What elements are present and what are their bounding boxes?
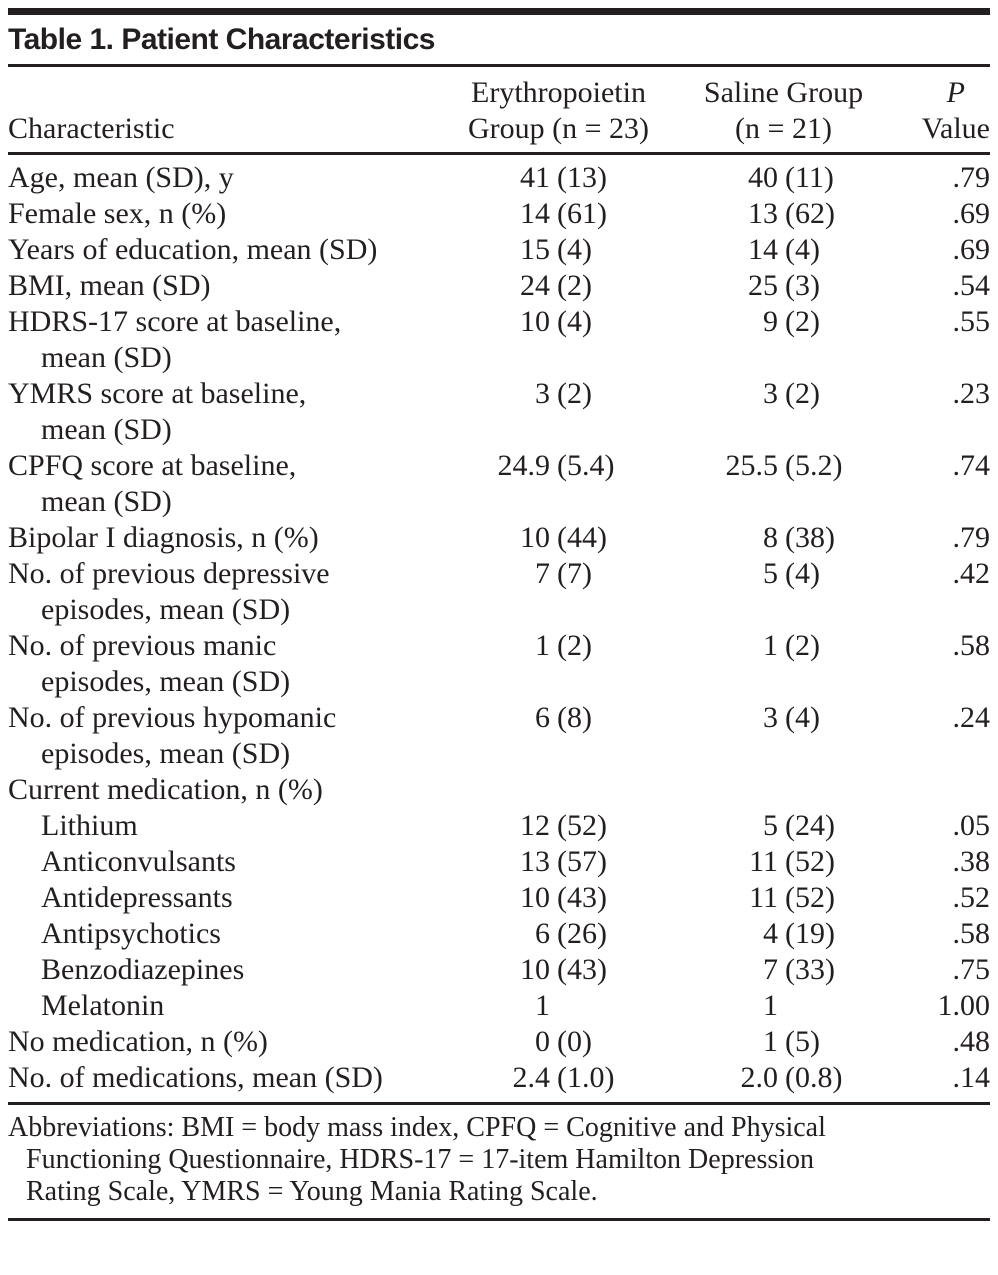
table-row: [8, 988, 990, 1024]
value-parenthetical: (2): [785, 629, 820, 662]
erythropoietin-header-line1: Erythropoietin: [471, 76, 646, 109]
value-parenthetical: (3): [785, 269, 820, 302]
value-parenthetical: (4): [785, 233, 820, 266]
value-number: 6: [535, 917, 550, 950]
characteristic-label: No medication, n (%): [8, 1025, 268, 1058]
table-row: [8, 880, 990, 916]
table-row: [8, 916, 990, 952]
p-value-cell: .14: [952, 1061, 990, 1094]
characteristic-label: Years of education, mean (SD): [8, 233, 378, 266]
erythropoietin-value-cell: [440, 304, 677, 340]
erythropoietin-value-cell: [440, 520, 677, 556]
value-number: 1: [763, 989, 778, 1022]
table-body: [8, 155, 990, 1105]
value-number: 5: [763, 809, 778, 842]
p-value-cell: .05: [952, 809, 990, 842]
p-value-cell: .24: [952, 701, 990, 734]
saline-value-cell: [677, 376, 890, 412]
saline-value-cell: [677, 808, 890, 844]
value-number: 9: [763, 305, 778, 338]
p-value-cell: .74: [952, 449, 990, 482]
saline-value-cell: [677, 160, 890, 196]
value-number: 13: [748, 197, 778, 230]
column-header-characteristic: Characteristic: [8, 112, 175, 145]
value-number: 0: [535, 1025, 550, 1058]
value-number: 25.5: [725, 449, 778, 482]
p-value-cell: .58: [952, 917, 990, 950]
abbreviations-footnote: [8, 1105, 990, 1221]
value-parenthetical: (2): [785, 377, 820, 410]
characteristic-cell: [8, 772, 440, 808]
characteristic-label: Bipolar I diagnosis, n (%): [8, 521, 319, 554]
value-parenthetical: (7): [557, 557, 592, 590]
p-value-cell: .55: [952, 305, 990, 338]
table-row: [8, 808, 990, 844]
characteristic-cell: [8, 232, 440, 268]
saline-value-cell: [677, 916, 890, 952]
value-parenthetical: (33): [785, 953, 835, 986]
value-parenthetical: (2): [557, 377, 592, 410]
value-parenthetical: (52): [785, 845, 835, 878]
characteristic-label: Antipsychotics: [41, 917, 221, 950]
characteristic-cell: [8, 1060, 440, 1096]
value-parenthetical: (1.0): [557, 1061, 615, 1094]
erythropoietin-value-cell: [440, 232, 677, 268]
characteristic-cell: [8, 844, 440, 880]
characteristic-label: BMI, mean (SD): [8, 269, 211, 302]
characteristic-cell: [8, 1024, 440, 1060]
table-header-row: [8, 67, 990, 155]
value-number: 7: [535, 557, 550, 590]
value-parenthetical: (2): [785, 305, 820, 338]
p-value-cell: .52: [952, 881, 990, 914]
characteristic-label: YMRS score at baseline,: [8, 377, 307, 410]
p-value-cell: .54: [952, 269, 990, 302]
saline-value-cell: [677, 196, 890, 232]
table-row: [8, 772, 990, 808]
value-parenthetical: (4): [557, 305, 592, 338]
p-value-cell: .58: [952, 629, 990, 662]
value-parenthetical: (19): [785, 917, 835, 950]
value-number: 14: [520, 197, 550, 230]
p-value-cell: 1.00: [937, 989, 990, 1022]
value-parenthetical: (5): [785, 1025, 820, 1058]
value-number: 40: [748, 161, 778, 194]
characteristic-cell: [8, 304, 440, 376]
characteristic-cell: [8, 448, 440, 520]
erythropoietin-value-cell: [440, 844, 677, 880]
saline-value-cell: [677, 1060, 890, 1096]
footnote-line: Rating Scale, YMRS = Young Mania Rating Scale.: [26, 1176, 598, 1207]
erythropoietin-value-cell: [440, 916, 677, 952]
value-number: 10: [520, 521, 550, 554]
characteristic-cell: [8, 916, 440, 952]
erythropoietin-value-cell: [440, 808, 677, 844]
erythropoietin-value-cell: [440, 268, 677, 304]
characteristic-cell: [8, 196, 440, 232]
value-number: 41: [520, 161, 550, 194]
table-row: [8, 556, 990, 628]
value-number: 5: [763, 557, 778, 590]
value-parenthetical: (26): [557, 917, 607, 950]
value-number: 1: [763, 1025, 778, 1058]
column-header-p-value: [890, 75, 990, 147]
saline-value-cell: [677, 700, 890, 736]
table-row: [8, 160, 990, 196]
value-number: 2.4: [512, 1061, 550, 1094]
erythropoietin-value-cell: [440, 160, 677, 196]
characteristic-cell: [8, 808, 440, 844]
value-parenthetical: (4): [557, 233, 592, 266]
erythropoietin-value-cell: [440, 988, 677, 1024]
value-number: 24.9: [497, 449, 550, 482]
erythropoietin-value-cell: [440, 880, 677, 916]
characteristic-label: No. of previous manic: [8, 629, 277, 662]
footnote-line: Abbreviations: BMI = body mass index, CPFQ = Cognitive and Physical: [8, 1112, 826, 1143]
characteristic-cell: [8, 700, 440, 772]
characteristic-cell: [8, 952, 440, 988]
value-number: 7: [763, 953, 778, 986]
table-row: [8, 304, 990, 376]
table-row: [8, 1060, 990, 1096]
p-value-cell: .38: [952, 845, 990, 878]
characteristic-label: Current medication, n (%): [8, 773, 323, 806]
erythropoietin-value-cell: [440, 1024, 677, 1060]
column-header-erythropoietin-group: [440, 75, 677, 147]
value-number: 8: [763, 521, 778, 554]
value-parenthetical: (62): [785, 197, 835, 230]
saline-value-cell: [677, 268, 890, 304]
value-parenthetical: (5.2): [785, 449, 843, 482]
value-parenthetical: (11): [785, 161, 834, 194]
value-parenthetical: (61): [557, 197, 607, 230]
saline-value-cell: [677, 448, 890, 484]
saline-value-cell: [677, 520, 890, 556]
characteristic-label: Lithium: [41, 809, 138, 842]
value-parenthetical: (2): [557, 269, 592, 302]
table-row: [8, 448, 990, 520]
p-value-cell: .79: [952, 161, 990, 194]
table-row: [8, 232, 990, 268]
saline-value-cell: [677, 844, 890, 880]
characteristic-cell: [8, 880, 440, 916]
p-value-cell: .75: [952, 953, 990, 986]
characteristic-label: No. of previous depressive: [8, 557, 330, 590]
saline-value-cell: [677, 556, 890, 592]
value-parenthetical: (4): [785, 557, 820, 590]
erythropoietin-value-cell: [440, 376, 677, 412]
table-title: Table 1. Patient Characteristics: [8, 23, 435, 56]
erythropoietin-value-cell: [440, 196, 677, 232]
value-number: 3: [763, 377, 778, 410]
erythropoietin-header-line2: Group (n = 23): [467, 112, 650, 145]
patient-characteristics-table: [0, 8, 998, 1221]
table-row: [8, 196, 990, 232]
characteristic-label-continuation: mean (SD): [41, 341, 172, 374]
value-parenthetical: (2): [557, 629, 592, 662]
characteristic-label-continuation: mean (SD): [41, 413, 172, 446]
characteristic-cell: [8, 628, 440, 700]
characteristic-label-continuation: episodes, mean (SD): [41, 737, 291, 770]
table-row: [8, 376, 990, 448]
erythropoietin-value-cell: [440, 448, 677, 484]
value-number: 3: [535, 377, 550, 410]
value-parenthetical: (0.8): [785, 1061, 843, 1094]
p-value-cell: .48: [952, 1025, 990, 1058]
value-parenthetical: (43): [557, 881, 607, 914]
table-row: [8, 1024, 990, 1060]
characteristic-label: Melatonin: [41, 989, 165, 1022]
value-parenthetical: (4): [785, 701, 820, 734]
value-parenthetical: (43): [557, 953, 607, 986]
characteristic-cell: [8, 160, 440, 196]
value-number: 11: [749, 881, 778, 914]
value-number: 13: [520, 845, 550, 878]
p-value-cell: .69: [952, 233, 990, 266]
value-number: 4: [763, 917, 778, 950]
saline-value-cell: [677, 232, 890, 268]
erythropoietin-value-cell: [440, 628, 677, 664]
characteristic-label: Female sex, n (%): [8, 197, 227, 230]
saline-value-cell: [677, 304, 890, 340]
value-number: 1: [535, 629, 550, 662]
p-value-cell: .23: [952, 377, 990, 410]
top-rule: [8, 8, 990, 15]
saline-value-cell: [677, 628, 890, 664]
table-row: [8, 844, 990, 880]
erythropoietin-value-cell: [440, 556, 677, 592]
characteristic-label: No. of medications, mean (SD): [8, 1061, 383, 1094]
value-number: 1: [535, 989, 550, 1022]
value-parenthetical: (38): [785, 521, 835, 554]
value-number: 12: [520, 809, 550, 842]
characteristic-label: Age, mean (SD), y: [8, 161, 234, 194]
value-number: 15: [520, 233, 550, 266]
p-value-cell: .69: [952, 197, 990, 230]
value-number: 6: [535, 701, 550, 734]
characteristic-label: CPFQ score at baseline,: [8, 449, 297, 482]
saline-value-cell: [677, 988, 890, 1024]
characteristic-cell: [8, 556, 440, 628]
p-value-cell: .42: [952, 557, 990, 590]
table-row: [8, 520, 990, 556]
value-parenthetical: (0): [557, 1025, 592, 1058]
erythropoietin-value-cell: [440, 1060, 677, 1096]
value-number: 3: [763, 701, 778, 734]
value-number: 10: [520, 881, 550, 914]
table-row: [8, 700, 990, 772]
value-number: 2.0: [740, 1061, 778, 1094]
value-parenthetical: (5.4): [557, 449, 615, 482]
p-header-line2: Value: [921, 112, 990, 145]
characteristic-label: No. of previous hypomanic: [8, 701, 337, 734]
value-number: 24: [520, 269, 550, 302]
value-parenthetical: (13): [557, 161, 607, 194]
characteristic-label: HDRS-17 score at baseline,: [8, 305, 342, 338]
value-number: 10: [520, 305, 550, 338]
column-header-saline-group: [677, 75, 890, 147]
value-number: 11: [749, 845, 778, 878]
saline-value-cell: [677, 880, 890, 916]
table-row: [8, 952, 990, 988]
characteristic-label-continuation: episodes, mean (SD): [41, 665, 291, 698]
characteristic-label-continuation: mean (SD): [41, 485, 172, 518]
value-number: 1: [763, 629, 778, 662]
value-parenthetical: (8): [557, 701, 592, 734]
value-parenthetical: (52): [557, 809, 607, 842]
saline-value-cell: [677, 952, 890, 988]
erythropoietin-value-cell: [440, 700, 677, 736]
characteristic-cell: [8, 988, 440, 1024]
value-parenthetical: (57): [557, 845, 607, 878]
characteristic-label-continuation: episodes, mean (SD): [41, 593, 291, 626]
saline-header-line1: Saline Group: [703, 76, 864, 109]
value-parenthetical: (52): [785, 881, 835, 914]
p-header-line1: P: [946, 76, 965, 109]
p-value-cell: .79: [952, 521, 990, 554]
characteristic-cell: [8, 376, 440, 448]
value-parenthetical: (44): [557, 521, 607, 554]
table-row: [8, 628, 990, 700]
characteristic-label: Antidepressants: [41, 881, 233, 914]
saline-header-line2: (n = 21): [735, 112, 832, 145]
value-number: 10: [520, 953, 550, 986]
value-number: 25: [748, 269, 778, 302]
erythropoietin-value-cell: [440, 952, 677, 988]
footnote-line: Functioning Questionnaire, HDRS-17 = 17-item Hamilton Depression: [26, 1144, 815, 1175]
value-parenthetical: (24): [785, 809, 835, 842]
table-row: [8, 268, 990, 304]
value-number: 14: [748, 233, 778, 266]
characteristic-label: Benzodiazepines: [41, 953, 245, 986]
saline-value-cell: [677, 1024, 890, 1060]
characteristic-cell: [8, 268, 440, 304]
characteristic-label: Anticonvulsants: [41, 845, 236, 878]
characteristic-cell: [8, 520, 440, 556]
